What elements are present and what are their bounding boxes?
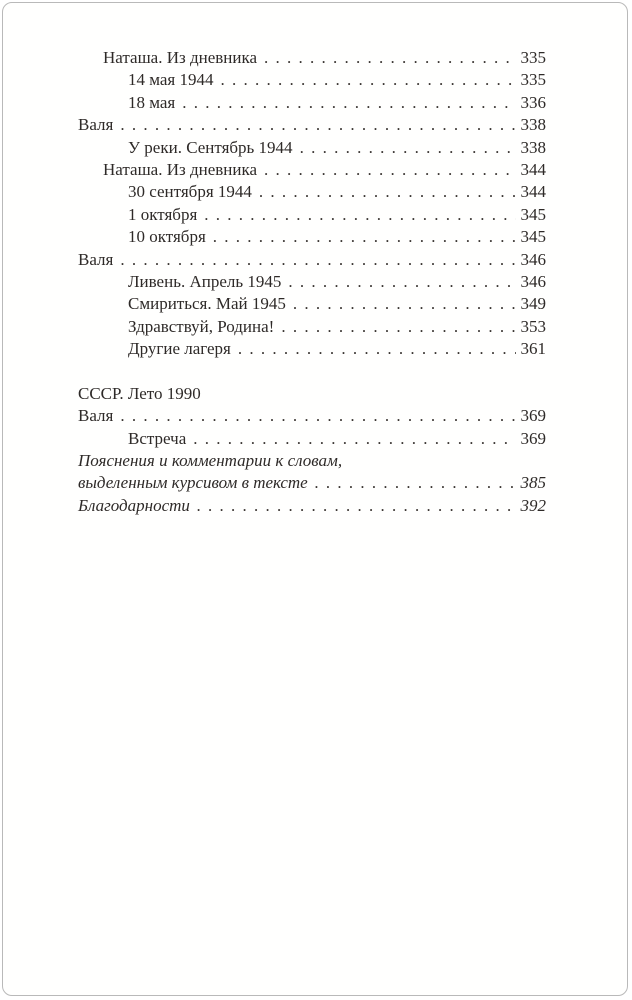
toc-page-number: 346 bbox=[520, 249, 546, 269]
toc-row bbox=[78, 249, 546, 271]
toc-row bbox=[78, 226, 546, 248]
toc-entry-label: Встреча bbox=[128, 428, 187, 448]
toc-entry-label: Другие лагеря bbox=[128, 339, 231, 359]
toc-row bbox=[78, 428, 546, 450]
toc-row bbox=[78, 69, 546, 91]
toc-entry-label: Валя bbox=[78, 115, 114, 135]
toc-entry-label: Здравствуй, Родина! bbox=[128, 316, 275, 336]
toc-row bbox=[78, 47, 546, 69]
toc-row bbox=[78, 204, 546, 226]
toc-row bbox=[78, 383, 546, 405]
toc-dotted-leader bbox=[120, 405, 515, 427]
toc-row bbox=[78, 495, 546, 517]
toc-entry-label: 14 мая 1944 bbox=[128, 70, 214, 90]
toc-page-number: 369 bbox=[520, 406, 546, 426]
toc-dotted-leader bbox=[182, 92, 515, 114]
toc-page-number: 336 bbox=[520, 92, 546, 112]
toc-dotted-leader bbox=[315, 472, 516, 494]
toc-entry-label: выделенным курсивом в тексте bbox=[78, 473, 308, 493]
toc-page-number: 338 bbox=[520, 115, 546, 135]
toc-dotted-leader bbox=[300, 137, 516, 159]
toc-page-number: 369 bbox=[520, 428, 546, 448]
toc-entry-label: Ливень. Апрель 1945 bbox=[128, 271, 282, 291]
toc-entry-label: Наташа. Из дневника bbox=[103, 159, 258, 179]
toc-entry-label: СССР. Лето 1990 bbox=[78, 383, 201, 403]
toc-dotted-leader bbox=[221, 69, 516, 91]
toc-dotted-leader bbox=[120, 249, 515, 271]
toc-page-number: 335 bbox=[520, 48, 546, 67]
toc-dotted-leader bbox=[238, 338, 516, 360]
toc-row bbox=[78, 472, 546, 494]
toc-entry-label: Валя bbox=[78, 249, 114, 269]
toc-row bbox=[78, 137, 546, 159]
toc-entry-label: 10 октября bbox=[128, 227, 206, 247]
toc-dotted-leader bbox=[120, 114, 515, 136]
toc-dotted-leader bbox=[264, 159, 515, 181]
toc-entry-label: Наташа. Из дневника bbox=[103, 48, 258, 67]
toc-entry-label: Пояснения и комментарии к словам, bbox=[78, 451, 343, 471]
toc-page-number: 345 bbox=[520, 204, 546, 224]
toc-page-number: 353 bbox=[520, 316, 546, 336]
toc-page-number: 346 bbox=[520, 271, 546, 291]
toc-dotted-leader bbox=[213, 226, 516, 248]
toc-row bbox=[78, 181, 546, 203]
toc-list bbox=[78, 47, 546, 517]
toc-entry-label: Благодарности bbox=[78, 495, 190, 515]
toc-row bbox=[78, 271, 546, 293]
toc-row bbox=[78, 338, 546, 360]
toc-entry-label: У реки. Сентябрь 1944 bbox=[128, 137, 293, 157]
toc-row bbox=[78, 293, 546, 315]
toc-entry-label: Валя bbox=[78, 406, 114, 426]
toc-page-number: 344 bbox=[520, 182, 546, 202]
toc-dotted-leader bbox=[204, 204, 515, 226]
toc-entry-label: Смириться. Май 1945 bbox=[128, 294, 286, 314]
toc-entry-label: 18 мая bbox=[128, 92, 176, 112]
toc-page-number: 338 bbox=[520, 137, 546, 157]
toc-row bbox=[78, 405, 546, 427]
toc-row bbox=[78, 114, 546, 136]
toc-dotted-leader bbox=[193, 428, 515, 450]
toc-page-number: 349 bbox=[520, 294, 546, 314]
toc-dotted-leader bbox=[264, 47, 515, 69]
toc-dotted-leader bbox=[197, 495, 516, 517]
toc-entry-label: 30 сентября 1944 bbox=[128, 182, 252, 202]
toc-dotted-leader bbox=[259, 181, 516, 203]
toc-page-number: 392 bbox=[520, 495, 546, 515]
toc-row bbox=[78, 92, 546, 114]
toc-row bbox=[78, 159, 546, 181]
toc-entry-label: 1 октября bbox=[128, 204, 198, 224]
toc-dotted-leader bbox=[288, 271, 515, 293]
toc-page-number: 345 bbox=[520, 227, 546, 247]
toc-page-number: 385 bbox=[520, 473, 546, 493]
toc-row bbox=[78, 450, 546, 472]
toc-dotted-leader bbox=[293, 293, 516, 315]
book-page bbox=[2, 2, 628, 996]
toc-dotted-leader bbox=[281, 316, 515, 338]
toc-page-number: 335 bbox=[520, 70, 546, 90]
toc-page-number: 361 bbox=[520, 339, 546, 359]
toc-page-number: 344 bbox=[520, 159, 546, 179]
toc-spacer bbox=[78, 360, 546, 382]
toc-row bbox=[78, 316, 546, 338]
